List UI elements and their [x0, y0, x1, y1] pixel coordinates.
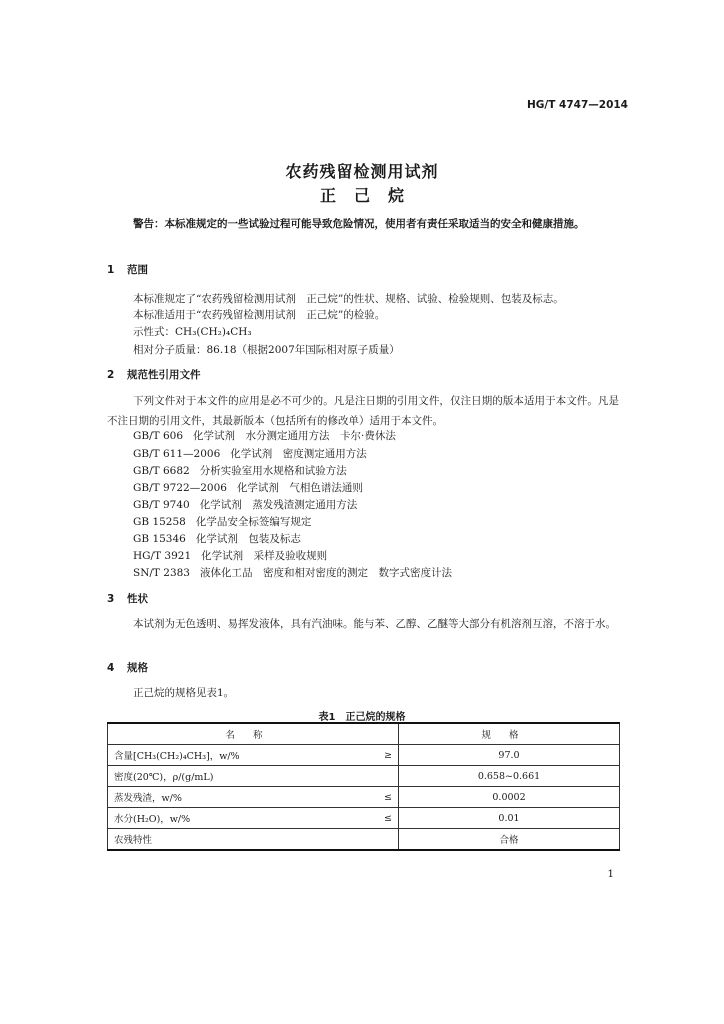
section-title: 规格 [127, 662, 148, 674]
reference-title: 化学试剂 气相色谱法通则 [236, 482, 363, 494]
table-cell-operator [370, 829, 399, 851]
table-cell-name: 水分(H₂O)，w/% [108, 808, 371, 829]
table-cell-operator: ≥ [370, 745, 399, 766]
reference-title: 化学试剂 包装及标志 [195, 533, 301, 545]
scope-paragraph-2: 本标准适用于“农药残留检测用试剂 正己烷”的检验。 [133, 309, 386, 321]
table-cell-name: 密度(20℃)，ρ/(g/mL) [108, 766, 371, 787]
reference-item [133, 531, 301, 546]
table-row [108, 787, 620, 808]
reference-title: 液体化工品 密度和相对密度的测定 数字式密度计法 [199, 567, 452, 579]
reference-title: 化学试剂 密度测定通用方法 [230, 448, 367, 460]
table-cell-operator: ≤ [370, 808, 399, 829]
reference-item [133, 548, 327, 563]
spec-table [107, 722, 620, 851]
section-title: 性状 [127, 593, 148, 605]
reference-item [133, 446, 367, 461]
table-cell-value: 0.01 [399, 808, 620, 829]
reference-title: 化学品安全标签编写规定 [195, 516, 312, 528]
section-number: 3 [107, 593, 115, 605]
reference-code: GB/T 6682 [133, 465, 190, 477]
section-title: 范围 [127, 264, 148, 276]
reference-code: GB 15346 [133, 533, 186, 545]
table-cell-value: 0.658~0.661 [399, 766, 620, 787]
scope-paragraph-1: 本标准规定了“农药残留检测用试剂 正己烷”的性状、规格、试验、检验规则、包装及标志。 [133, 293, 564, 305]
warning-paragraph: 警告：本标准规定的一些试验过程可能导致危险情况，使用者有责任采取适当的安全和健康措施。 [133, 218, 585, 230]
table-row [108, 808, 620, 829]
table-cell-operator: ≤ [370, 787, 399, 808]
reference-code: GB/T 9722—2006 [133, 482, 227, 494]
table-cell-value: 0.0002 [399, 787, 620, 808]
table-header-cell: 名称 [108, 723, 399, 745]
standard-code: HG/T 4747—2014 [526, 99, 628, 111]
reference-code: SN/T 2383 [133, 567, 190, 579]
table-row [108, 829, 620, 851]
reference-code: GB/T 611—2006 [133, 448, 221, 460]
table-header-row [108, 723, 620, 745]
structural-formula: 示性式：CH₃(CH₂)₄CH₃ [133, 326, 252, 338]
reference-title: 化学试剂 采样及验收规则 [201, 550, 328, 562]
properties-paragraph: 本试剂为无色透明、易挥发液体，具有汽油味。能与苯、乙醇、乙醚等大部分有机溶剂互溶，不溶于水。 [133, 618, 616, 630]
section-number: 2 [107, 369, 115, 381]
document-title: 农药残留检测用试剂 [285, 162, 439, 181]
section-number: 1 [107, 264, 115, 276]
page-number: 1 [607, 868, 614, 880]
section-3-heading [107, 591, 148, 606]
table-cell-value: 合格 [399, 829, 620, 851]
reference-code: HG/T 3921 [133, 550, 192, 562]
reference-item [133, 428, 396, 443]
reference-title: 化学试剂 蒸发残渣测定通用方法 [199, 499, 358, 511]
table-cell-name: 蒸发残渣，w/% [108, 787, 371, 808]
section-number: 4 [107, 662, 115, 674]
section-1-heading [107, 262, 148, 277]
reference-item [133, 565, 452, 580]
spec-paragraph: 正己烷的规格见表1。 [133, 687, 235, 699]
table-cell-name: 农残特性 [108, 829, 371, 851]
reference-item [133, 514, 311, 529]
reference-title: 分析实验室用水规格和试验方法 [199, 465, 347, 477]
reference-code: GB/T 606 [133, 430, 184, 442]
section-title: 规范性引用文件 [127, 369, 201, 381]
table-row [108, 745, 620, 766]
section-4-heading [107, 660, 148, 675]
table-header-cell: 规格 [399, 723, 620, 745]
table-cell-value: 97.0 [399, 745, 620, 766]
table-cell-name: 含量[CH₃(CH₂)₄CH₃]，w/% [108, 745, 371, 766]
reference-item [133, 480, 363, 495]
table-row [108, 766, 620, 787]
reference-title: 化学试剂 水分测定通用方法 卡尔·费休法 [193, 430, 396, 442]
relative-molecular-mass: 相对分子质量：86.18（根据2007年国际相对原子质量） [133, 344, 400, 356]
reference-item [133, 497, 357, 512]
references-intro: 下列文件对于本文件的应用是必不可少的。凡是注日期的引用文件，仅注日期的版本适用于本文件。凡是不注日期的引用文件，其最新版本（包括所有的修改单）适用于本文件。 [107, 395, 619, 427]
table-cell-operator [370, 766, 399, 787]
reference-code: GB/T 9740 [133, 499, 190, 511]
table-caption: 表1 正己烷的规格 [318, 712, 406, 723]
reference-item [133, 463, 347, 478]
document-subtitle: 正己烷 [319, 186, 422, 205]
reference-code: GB 15258 [133, 516, 186, 528]
section-2-heading [107, 367, 201, 382]
